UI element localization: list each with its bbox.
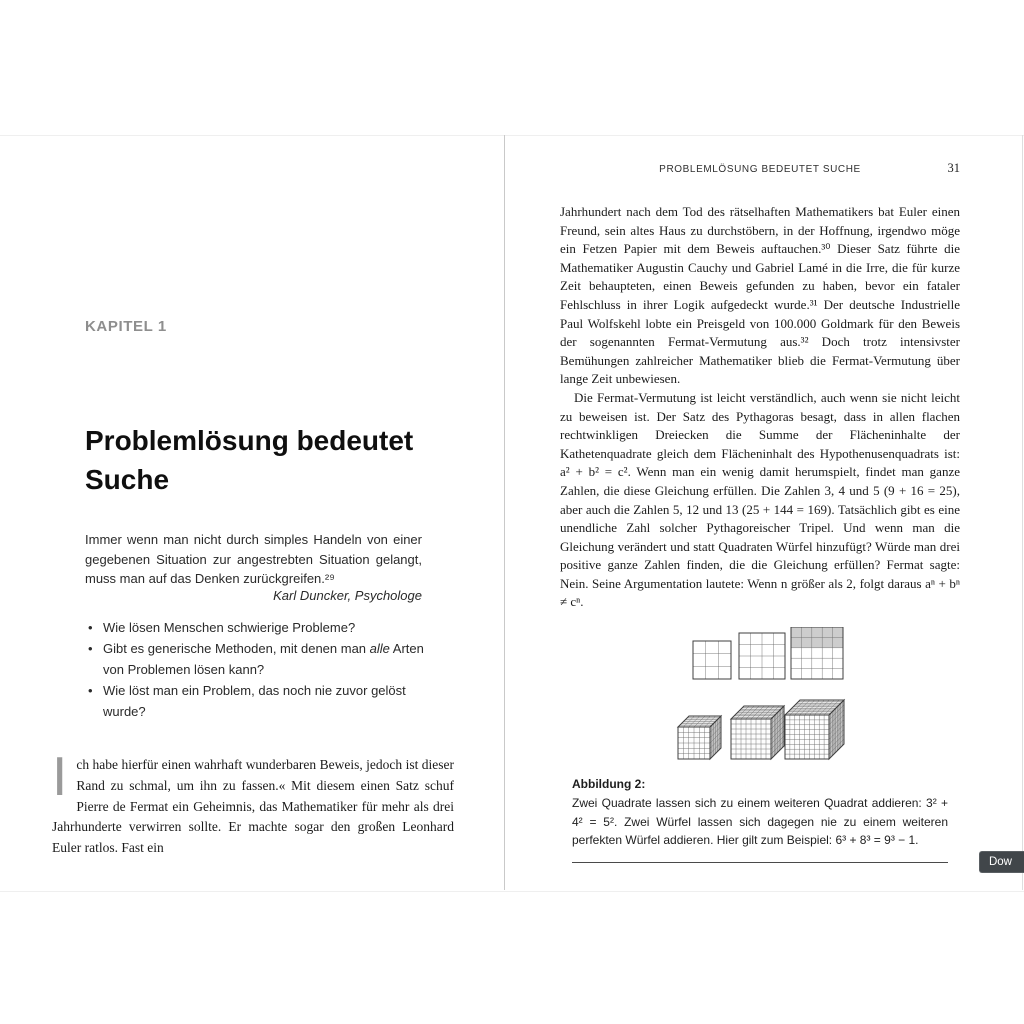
opening-paragraph-text: ch habe hierfür einen wahrhaft wunderbaren Beweis, jedoch ist dieser Rand zu schmal, um ihn zu fassen.« Mit diesem einen Satz schuf Pierre de Fermat ein Geheimnis, das Mathematiker für mehr als drei Jahrhunderte verwirren sollte. Er machte sogar den großen Leonhard Euler ratlos. Fast ein bbox=[52, 757, 454, 856]
drop-cap-i: I bbox=[52, 748, 68, 808]
opening-paragraph bbox=[52, 748, 454, 859]
caption-label: Abbildung 2: bbox=[572, 777, 646, 792]
chapter-title: Problemlösung bedeutet Suche bbox=[85, 425, 414, 495]
bullet-item: • Wie lösen Menschen schwierige Probleme? bbox=[85, 617, 437, 638]
bullet-item: • Wie löst man ein Problem, das noch nie zuvor gelöst wurde? bbox=[85, 680, 437, 722]
bullet-item: • Gibt es generische Methoden, mit denen man alle Arten von Problemen lösen kann? bbox=[85, 638, 437, 680]
figure-squares-cubes bbox=[671, 627, 849, 763]
page-number: 31 bbox=[947, 161, 960, 175]
bullet-list bbox=[85, 617, 437, 722]
caption-text: Zwei Quadrate lassen sich zu einem weiteren Quadrat addieren: 3² + 4² = 5². Zwei Würfel lassen sich dagegen nie zu einem weiteren perfekten Würfel addieren. Hier gilt zum Beispiel: 6³ + 8³ = 9³ − 1. bbox=[572, 795, 948, 848]
page-right-edge bbox=[1022, 135, 1023, 890]
body-paragraph: Jahrhundert nach dem Tod des rätselhaften Mathematikers bat Euler einen Freund, sein altes Haus zu durchstöbern, in der Hoffnung, irgendwo möge ein Fetzen Papier mit dem Beweis auftauchen.³⁰ Dieser Satz führte die Mathematiker Augustin Cauchy und Gabriel Lamé in die Irre, die für kurze Zeit behaupteten, einen Beweis gefunden zu haben, bevor ein fataler Fehlschluss in ihrer Logik aufgedeckt wurde.³¹ Der deutsche Industrielle Paul Wolfskehl lobte ein Preisgeld von 100.000 Goldmark für den Beweis der sogenannten Fermat-Vermutung aus.³² Doch trotz intensivster Bemühungen zahlreicher Mathematiker blieb die Fermat-Vermutung über lange Zeit unbewiesen. bbox=[560, 204, 960, 387]
body-paragraph: Die Fermat-Vermutung ist leicht verständlich, auch wenn sie nicht leicht zu beweisen ist. Der Satz des Pythagoras besagt, dass in allen flachen rechtwinkligen Dreiecken die Summe der Flächeninhalte der Kathetenquadrate gleich dem Flächeninhalt des Hypothenusenquadrats ist: a² + b² = c². Wenn man ein wenig damit herumspielt, findet man ganze Zahlen, die diese Gleichung erfüllen. Die Zahlen 3, 4 und 5 (9 + 16 = 25), aber auch die Zahlen 5, 12 und 13 (25 + 144 = 169). Tatsächlich gibt es eine unendliche Zahl solcher Pythagoreischer Tripel. Und wenn man die Gleichung verändert und statt Quadraten Würfel hinzufügt? Würde man drei positive ganze Zahlen finden, die die Gleichung erfüllen? Fermat sagte: Nein. Seine Argumentation lautete: Wenn n größer als 2, folgt daraus aⁿ + bⁿ ≠ cⁿ. bbox=[560, 389, 960, 610]
epigraph-attribution: Karl Duncker, Psychologe bbox=[273, 588, 422, 603]
download-button[interactable]: Dow bbox=[979, 851, 1024, 873]
body-text-column bbox=[560, 203, 960, 863]
page-divider bbox=[504, 135, 505, 890]
figure-caption bbox=[572, 775, 948, 863]
epigraph-quote: Immer wenn man nicht durch simples Handeln von einer gegebenen Situation zur angestrebten Situation gelangt, muss man auf das Denken zurückgreifen.²⁹ bbox=[85, 532, 422, 586]
chapter-kicker: KAPITEL 1 bbox=[85, 318, 167, 335]
running-head: PROBLEMLÖSUNG BEDEUTET SUCHE bbox=[659, 164, 861, 175]
